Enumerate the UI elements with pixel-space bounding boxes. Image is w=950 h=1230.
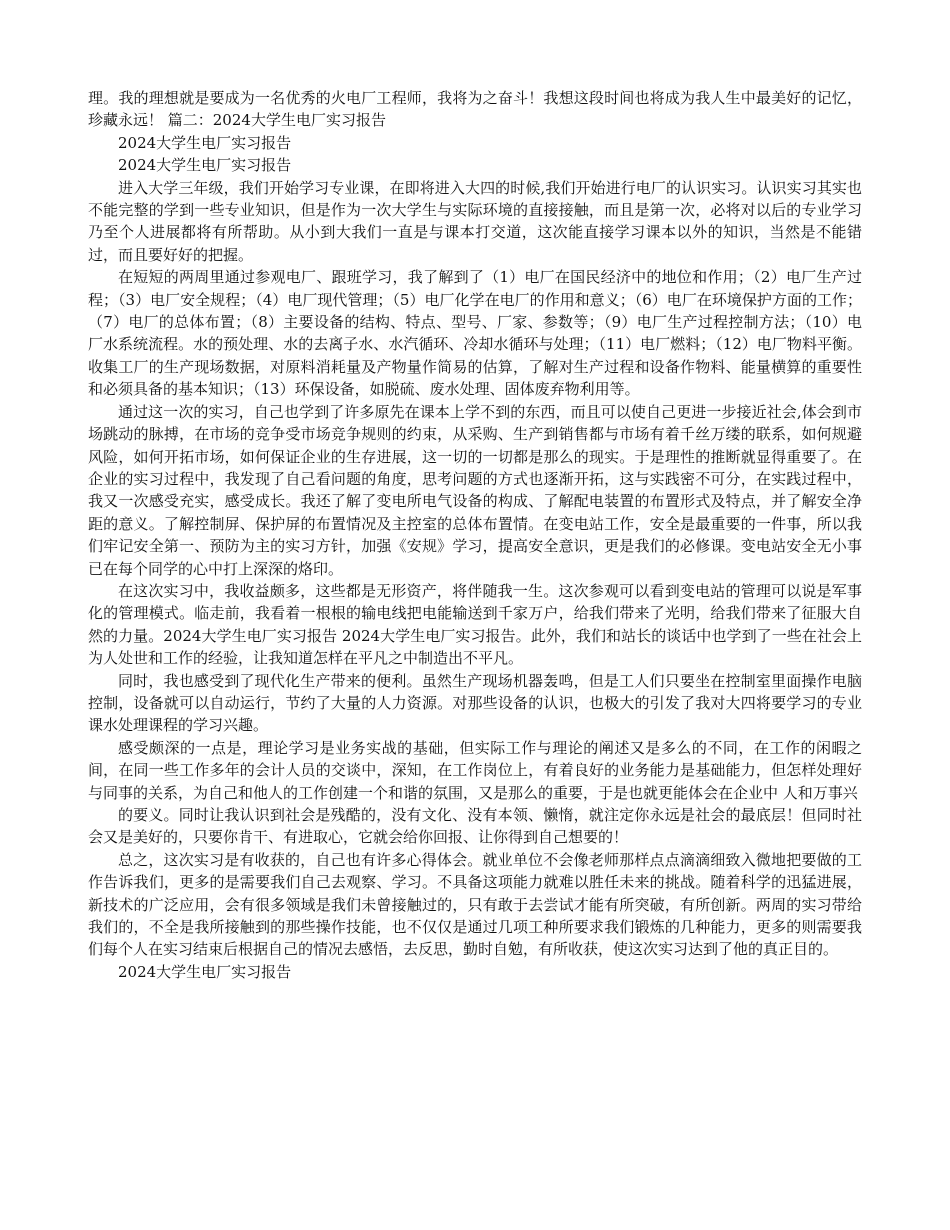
paragraph-experience: 通过这一次的实习，自己也学到了许多原先在课本上学不到的东西，而且可以使自己更进一步接近社会,体会到市场跳动的脉搏，在市场的竞争受市场竞争规则的约束，从采购、生产到销售都与市场有着千丝万缕的联系，如何规避风险，如何开拓市场，如何保证企业的生存进展，这一切的一切都是那么的现实。于是理性的推断就显得重要了。在企业的实习过程中，我发现了自己看问题的角度，思考问题的方式也逐渐开拓，这与实践密不可分，在实践过程中，我又一次感受充实，感受成长。我还了解了变电所电气设备的构成、了解配电装置的布置形式及特点，并了解安全净距的意义。了解控制屏、保护屏的布置情况及主控室的总体布置情。在变电站工作，安全是最重要的一件事，所以我们牢记安全第一、预防为主的实习方针，加强《安规》学习，提高安全意识，更是我们的必修课。变电站安全无小事已在每个同学的心中打上深深的烙印。 <box>88 402 862 578</box>
document-body <box>88 87 862 983</box>
paragraph-reflection: 感受颇深的一点是，理论学习是业务实战的基础，但实际工作与理论的阐述又是多么的不同，在工作的闲暇之间，在同一些工作多年的会计人员的交谈中，深知，在工作岗位上，有着良好的业务能力是基础能力，但怎样处理好与同事的关系，为自己和他人的工作创建一个和谐的氛围，又是那么的重要，于是也就更能体会在企业中 人和万事兴 <box>88 738 862 802</box>
paragraph-gains: 在这次实习中，我收益颇多，这些都是无形资产，将伴随我一生。这次参观可以看到变电站的管理可以说是军事化的管理模式。临走前，我看着一根根的输电线把电能输送到千家万户，给我们带来了光明，给我们带来了征服大自然的力量。2024大学生电厂实习报告 2024大学生电厂实习报告。此外，我们和站长的谈话中也学到了一些在社会上为人处世和工作的经验，让我知道怎样在平凡之中制造出不平凡。 <box>88 581 862 668</box>
paragraph-intro: 进入大学三年级，我们开始学习专业课，在即将进入大四的时候,我们开始进行电厂的认识实习。认识实习其实也不能完整的学到一些专业知识，但是作为一次大学生与实际环境的直接接触，而且是第一次，必将对以后的专业学习乃至个人进展都将有所帮助。从小到大我们一直是与课本打交道，这次能直接学习课本以外的知识，当然是不能错过，而且要好好的把握。 <box>88 178 862 264</box>
paragraph-modern-production: 同时，我也感受到了现代化生产带来的便利。虽然生产现场机器轰鸣，但是工人们只要坐在控制室里面操作电脑控制，设备就可以自动运行，节约了大量的人力资源。对那些设备的认识，也极大的引发了我对大四将要学习的专业课水处理课程的学习兴趣。 <box>88 671 862 735</box>
paragraph-reflection-continued: 的要义。同时让我认识到社会是残酷的，没有文化、没有本领、懒惰，就注定你永远是社会的最底层！但同时社会又是美好的，只要你肯干、有进取心，它就会给你回报、让你得到自己想要的！ <box>88 806 862 847</box>
report-footer-title: 2024大学生电厂实习报告 <box>118 962 292 981</box>
paragraph-continuation: 理。我的理想就是要成为一名优秀的火电厂工程师，我将为之奋斗！我想这段时间也将成为我人生中最美好的记忆，珍藏永远！ 篇二：2024大学生电厂实习报告 <box>88 89 862 130</box>
paragraph-learning-list: 在短短的两周里通过参观电厂、跟班学习，我了解到了（1）电厂在国民经济中的地位和作用；（2）电厂生产过程；（3）电厂安全规程；（4）电厂现代管理；（5）电厂化学在电厂的作用和意义；（6）电厂在环境保护方面的工作；（7）电厂的总体布置；（8）主要设备的结构、特点、型号、厂家、参数等；（9）电厂生产过程控制方法；（10）电厂水系统流程。水的预处理、水的去离子水、水汽循环、冷却水循环与处理；（11）电厂燃料；（12）电厂物料平衡。收集工厂的生产现场数据，对原料消耗量及产物量作简易的估算，了解对生产过程和设备作物料、能量横算的重要性和必须具备的基本知识；（13）环保设备，如脱硫、废水处理、固体废弃物利用等。 <box>88 268 862 399</box>
paragraph-conclusion: 总之，这次实习是有收获的，自己也有许多心得体会。就业单位不会像老师那样点点滴滴细致入微地把要做的工作告诉我们，更多的是需要我们自己去观察、学习。不具备这项能力就难以胜任未来的挑战。随着科学的迅猛进展，新技术的广泛应用，会有很多领域是我们未曾接触过的，只有敢于去尝试才能有所突破，有所创新。两周的实习带给我们的，不全是我所接触到的那些操作技能，也不仅仅是通过几项工种所要求我们锻炼的几种能力，更多的则需要我们每个人在实习结束后根据自己的情况去感悟，去反思，勤时自勉，有所收获，使这次实习达到了他的真正目的。 <box>88 850 862 959</box>
report-subtitle: 2024大学生电厂实习报告 <box>118 156 292 175</box>
report-title: 2024大学生电厂实习报告 <box>118 133 292 152</box>
